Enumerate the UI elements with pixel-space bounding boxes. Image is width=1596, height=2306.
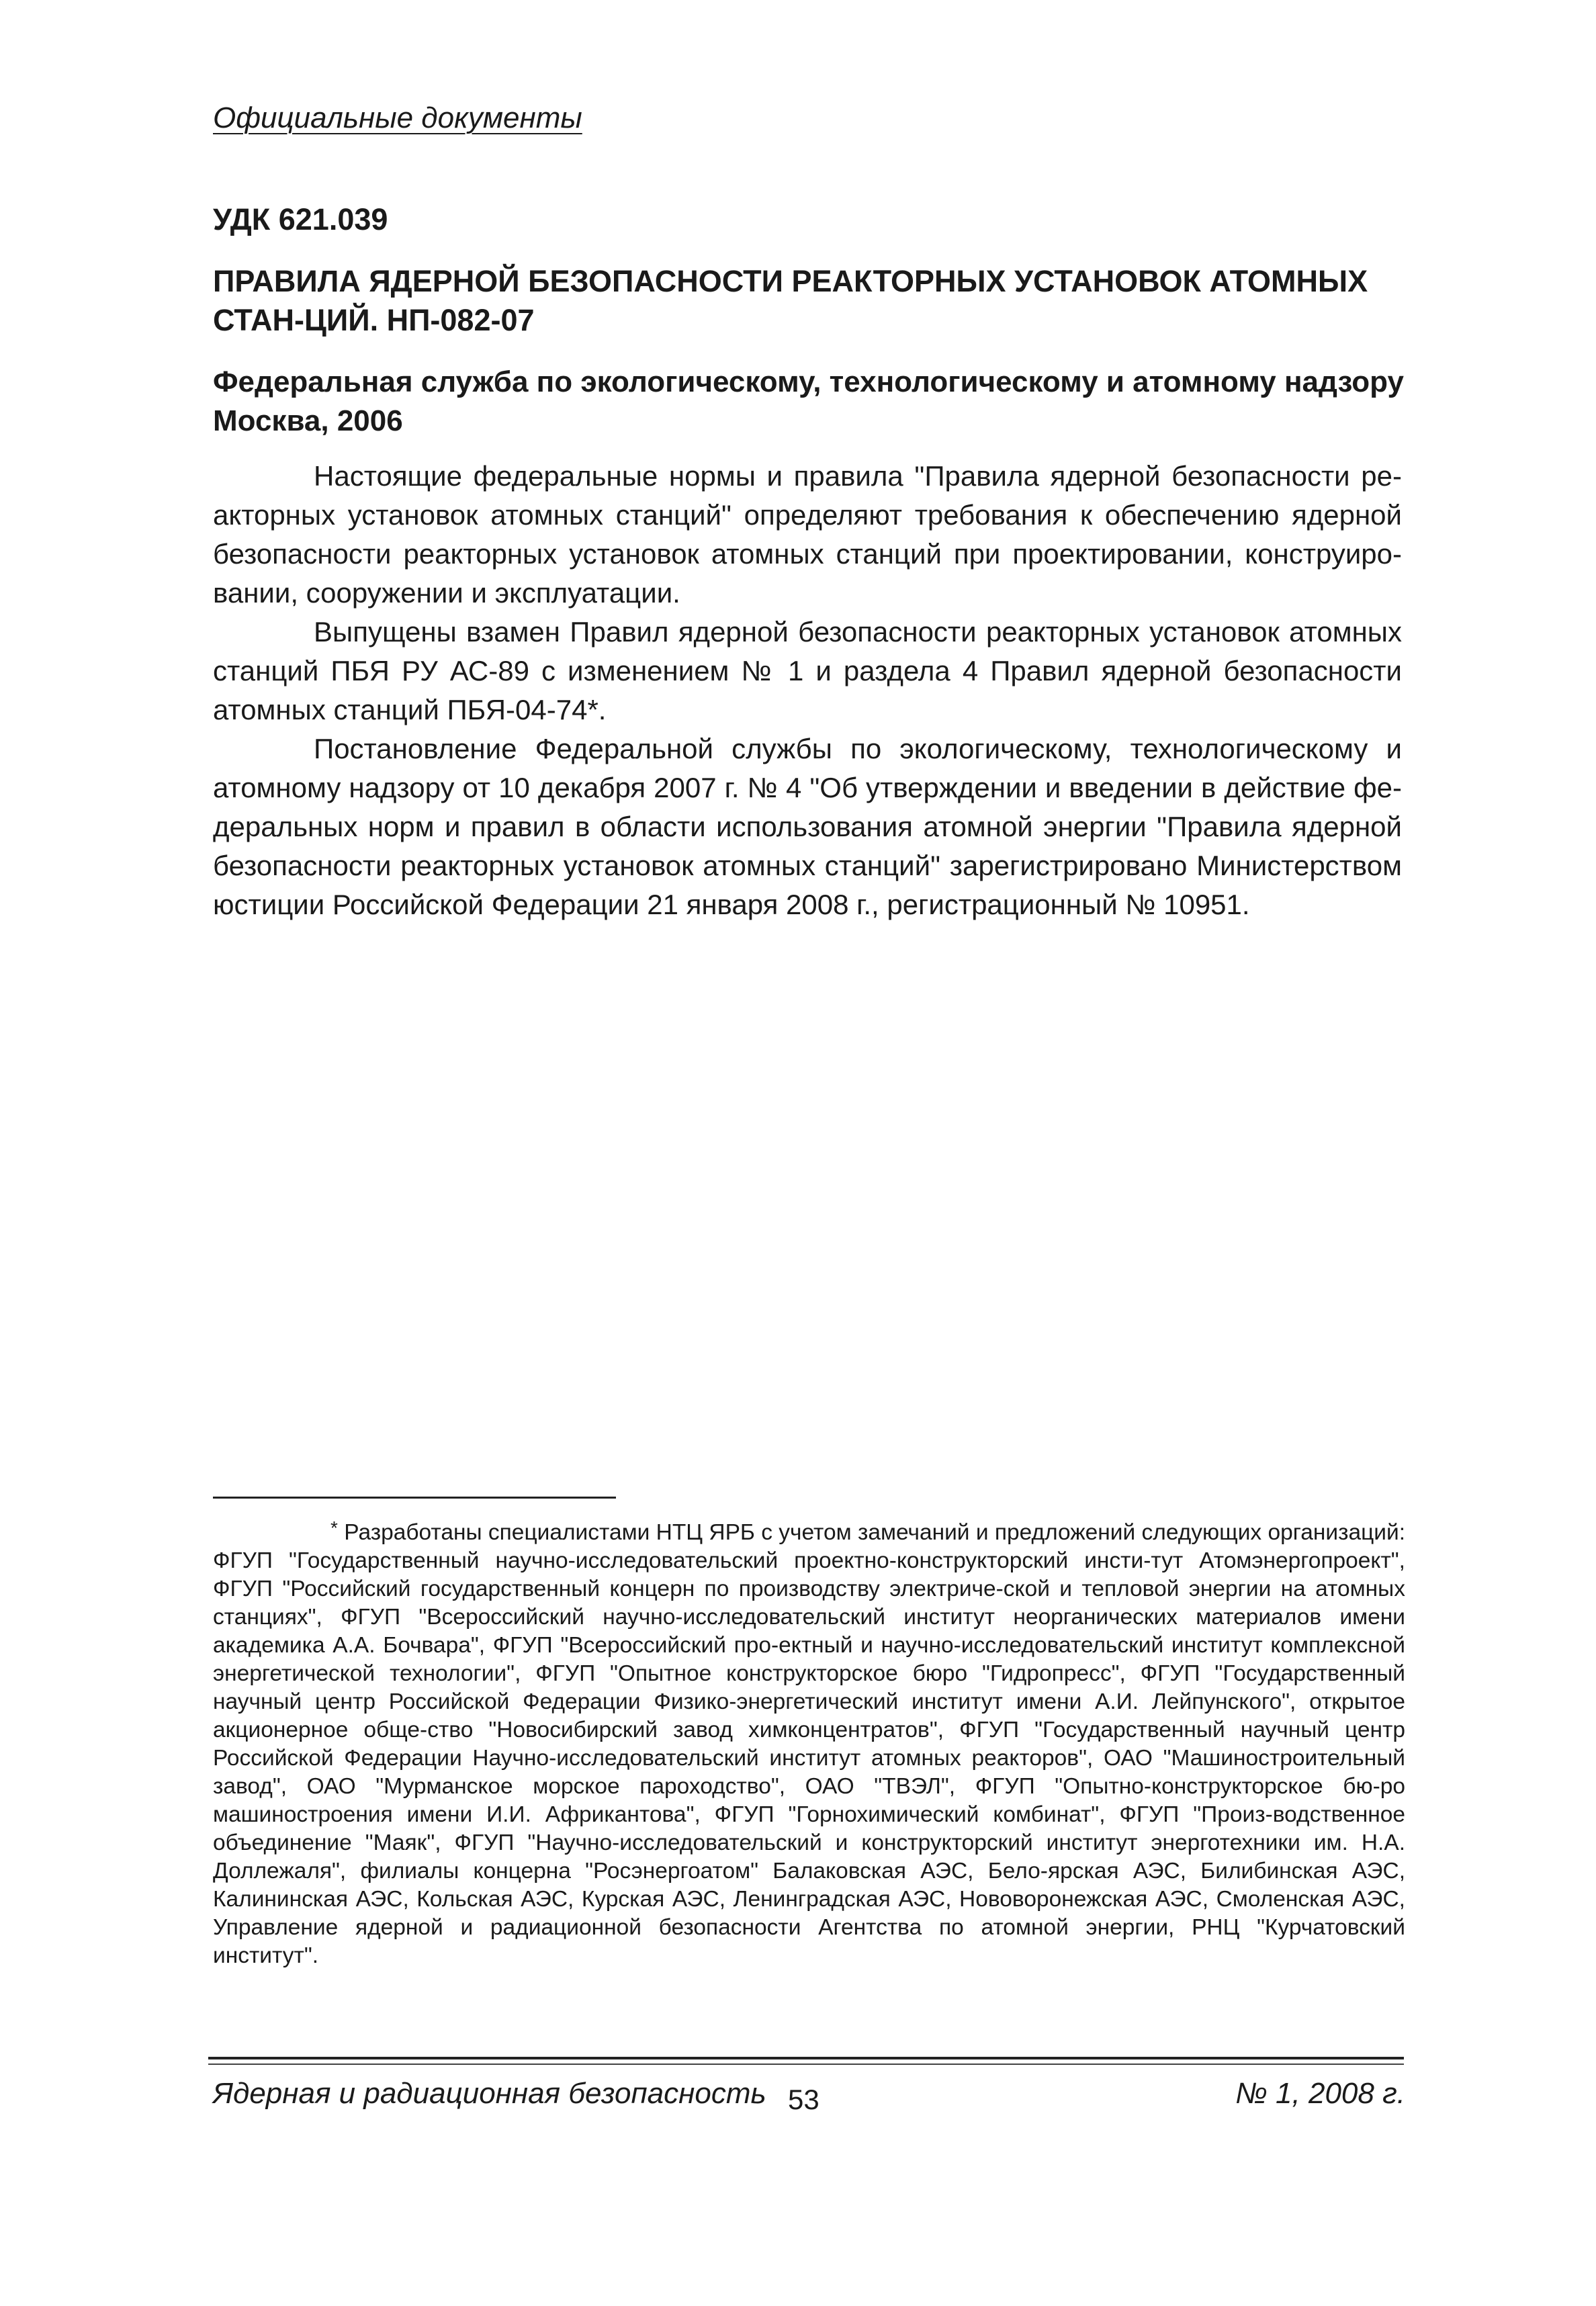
footer-divider-thin [208, 2064, 1404, 2065]
body-paragraph: Настоящие федеральные нормы и правила "Правила ядерной безопасности ре-акторных установок атомных станций" определяют требования к обеспечению ядерной безопасности реакторных установок атомных станций при проектировании, конструиро-вании, сооружении и эксплуатации. [213, 460, 1402, 609]
body-paragraph: Выпущены взамен Правил ядерной безопасности реакторных установок атомных станций ПБЯ РУ АС-89 с изменением № 1 и раздела 4 Правил ядерной безопасности атомных станций ПБЯ-04-74*. [213, 616, 1402, 725]
publisher-block [213, 363, 1415, 441]
footnote-marker: * [330, 1517, 338, 1538]
footnote-text: Разработаны специалистами НТЦ ЯРБ с учетом замечаний и предложений следующих организаций: ФГУП "Государственный научно-исследовательский проектно-конструкторский инсти-тут Атомэнергопроект", ФГУП "Российский государственный концерн по производству электриче-ской и тепловой энергии на атомных станциях", ФГУП "Всероссийский научно-исследовательский институт неорганических материалов имени академика А.А. Бочвара", ФГУП "Всероссийский про-ектный и научно-исследовательский институт комплексной энергетической технологии", ФГУП "Опытное конструкторское бюро "Гидропресс", ФГУП "Государственный научный центр Российской Федерации Физико-энергетический институт имени А.И. Лейпунского", открытое акционерное обще-ство "Новосибирский завод химконцентратов", ФГУП "Государственный научный центр Российской Федерации Научно-исследовательский институт атомных реакторов", ОАО "Машиностроительный завод", ОАО "Мурманское морское пароходство", ОАО "ТВЭЛ", ФГУП "Опытно-конструкторское бю-ро машиностроения имени И.И. Африкантова", ФГУП "Горнохимический комбинат", ФГУП "Произ-водственное объединение "Маяк", ФГУП "Научно-исследовательский и конструкторский институт энерготехники им. Н.А. Доллежаля", филиалы концерна "Росэнергоатом" Балаковская АЭС, Бело-ярская АЭС, Билибинская АЭС, Калининская АЭС, Кольская АЭС, Курская АЭС, Ленинградская АЭС, Нововоронежская АЭС, Смоленская АЭС, Управление ядерной и радиационной безопасности Агентства по атомной энергии, РНЦ "Курчатовский институт". [213, 1520, 1406, 1968]
page-footer [213, 2077, 1405, 2117]
footer-divider [208, 2057, 1404, 2059]
page-number: 53 [788, 2084, 819, 2115]
body-text [213, 457, 1402, 924]
footnote-divider [213, 1497, 616, 1499]
footnote [213, 1514, 1405, 1970]
section-label: Официальные документы [213, 101, 582, 134]
document-title: ПРАВИЛА ЯДЕРНОЙ БЕЗОПАСНОСТИ РЕАКТОРНЫХ УСТАНОВОК АТОМНЫХ СТАН-ЦИЙ. НП-082-07 [213, 264, 1368, 337]
issue-number: № 1, 2008 г. [1235, 2077, 1405, 2110]
publisher-city-year: Москва, 2006 [213, 404, 403, 437]
body-paragraph: Постановление Федеральной службы по экологическому, технологическому и атомному надзору от 10 декабря 2007 г. № 4 "Об утверждении и введении в действие фе-деральных норм и правил в области использования атомной энергии "Правила ядерной безопасности реакторных установок атомных станций" зарегистрировано Министерством юстиции Российской Федерации 21 января 2008 г., регистрационный № 10951. [213, 733, 1402, 920]
udk-code: УДК 621.039 [213, 202, 388, 236]
publisher-agency: Федеральная служба по экологическому, технологическому и атомному надзору [213, 365, 1404, 398]
journal-name: Ядерная и радиационная безопасность [213, 2077, 766, 2110]
